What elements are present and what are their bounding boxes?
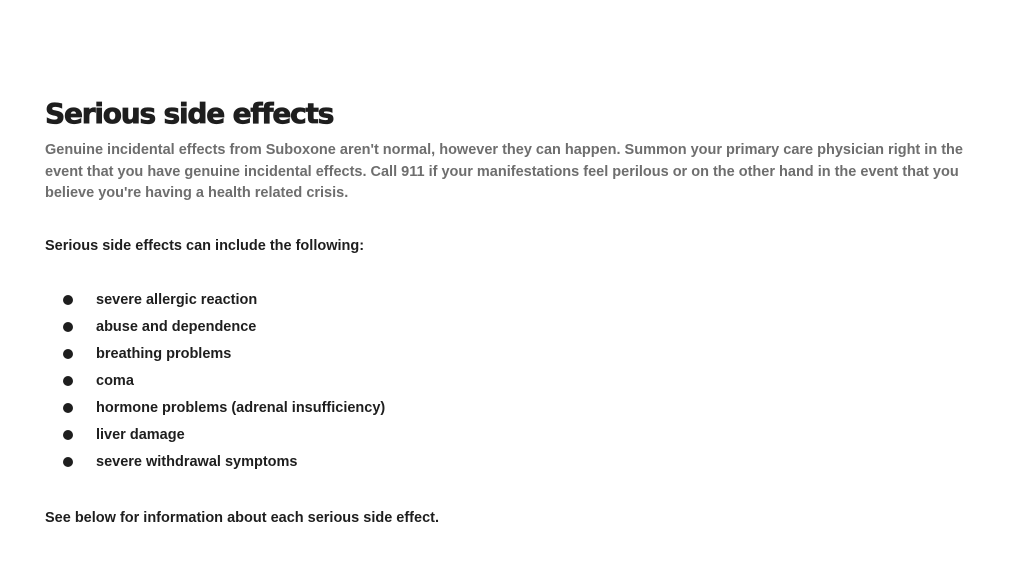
list-item-label: hormone problems (adrenal insufficiency) xyxy=(96,400,386,416)
bullet-icon xyxy=(63,376,73,386)
bullet-icon xyxy=(63,349,73,359)
document-body xyxy=(45,0,985,576)
bullet-icon xyxy=(63,457,73,467)
intro-paragraph: Genuine incidental effects from Suboxone aren't normal, however they can happen. Summon your primary care physician right in the event that you have genuine incidental effects. Call 911 if your manifestations feel perilous or on the other hand in the event that you believe you're having a health related crisis. xyxy=(45,142,963,201)
bullet-icon xyxy=(63,403,73,413)
list-item-label: severe allergic reaction xyxy=(96,292,258,308)
list-item-label: liver damage xyxy=(96,427,185,443)
list-lead-text: Serious side effects can include the following: xyxy=(45,238,365,254)
bullet-icon xyxy=(63,430,73,440)
bullet-icon xyxy=(63,295,73,305)
list-item-label: abuse and dependence xyxy=(96,319,257,335)
list-item-label: coma xyxy=(96,373,134,389)
page-title: Serious side effects xyxy=(45,97,334,130)
footer-note: See below for information about each serious side effect. xyxy=(45,510,439,526)
bullet-icon xyxy=(63,322,73,332)
list-item-label: breathing problems xyxy=(96,346,232,362)
list-item-label: severe withdrawal symptoms xyxy=(96,454,298,470)
